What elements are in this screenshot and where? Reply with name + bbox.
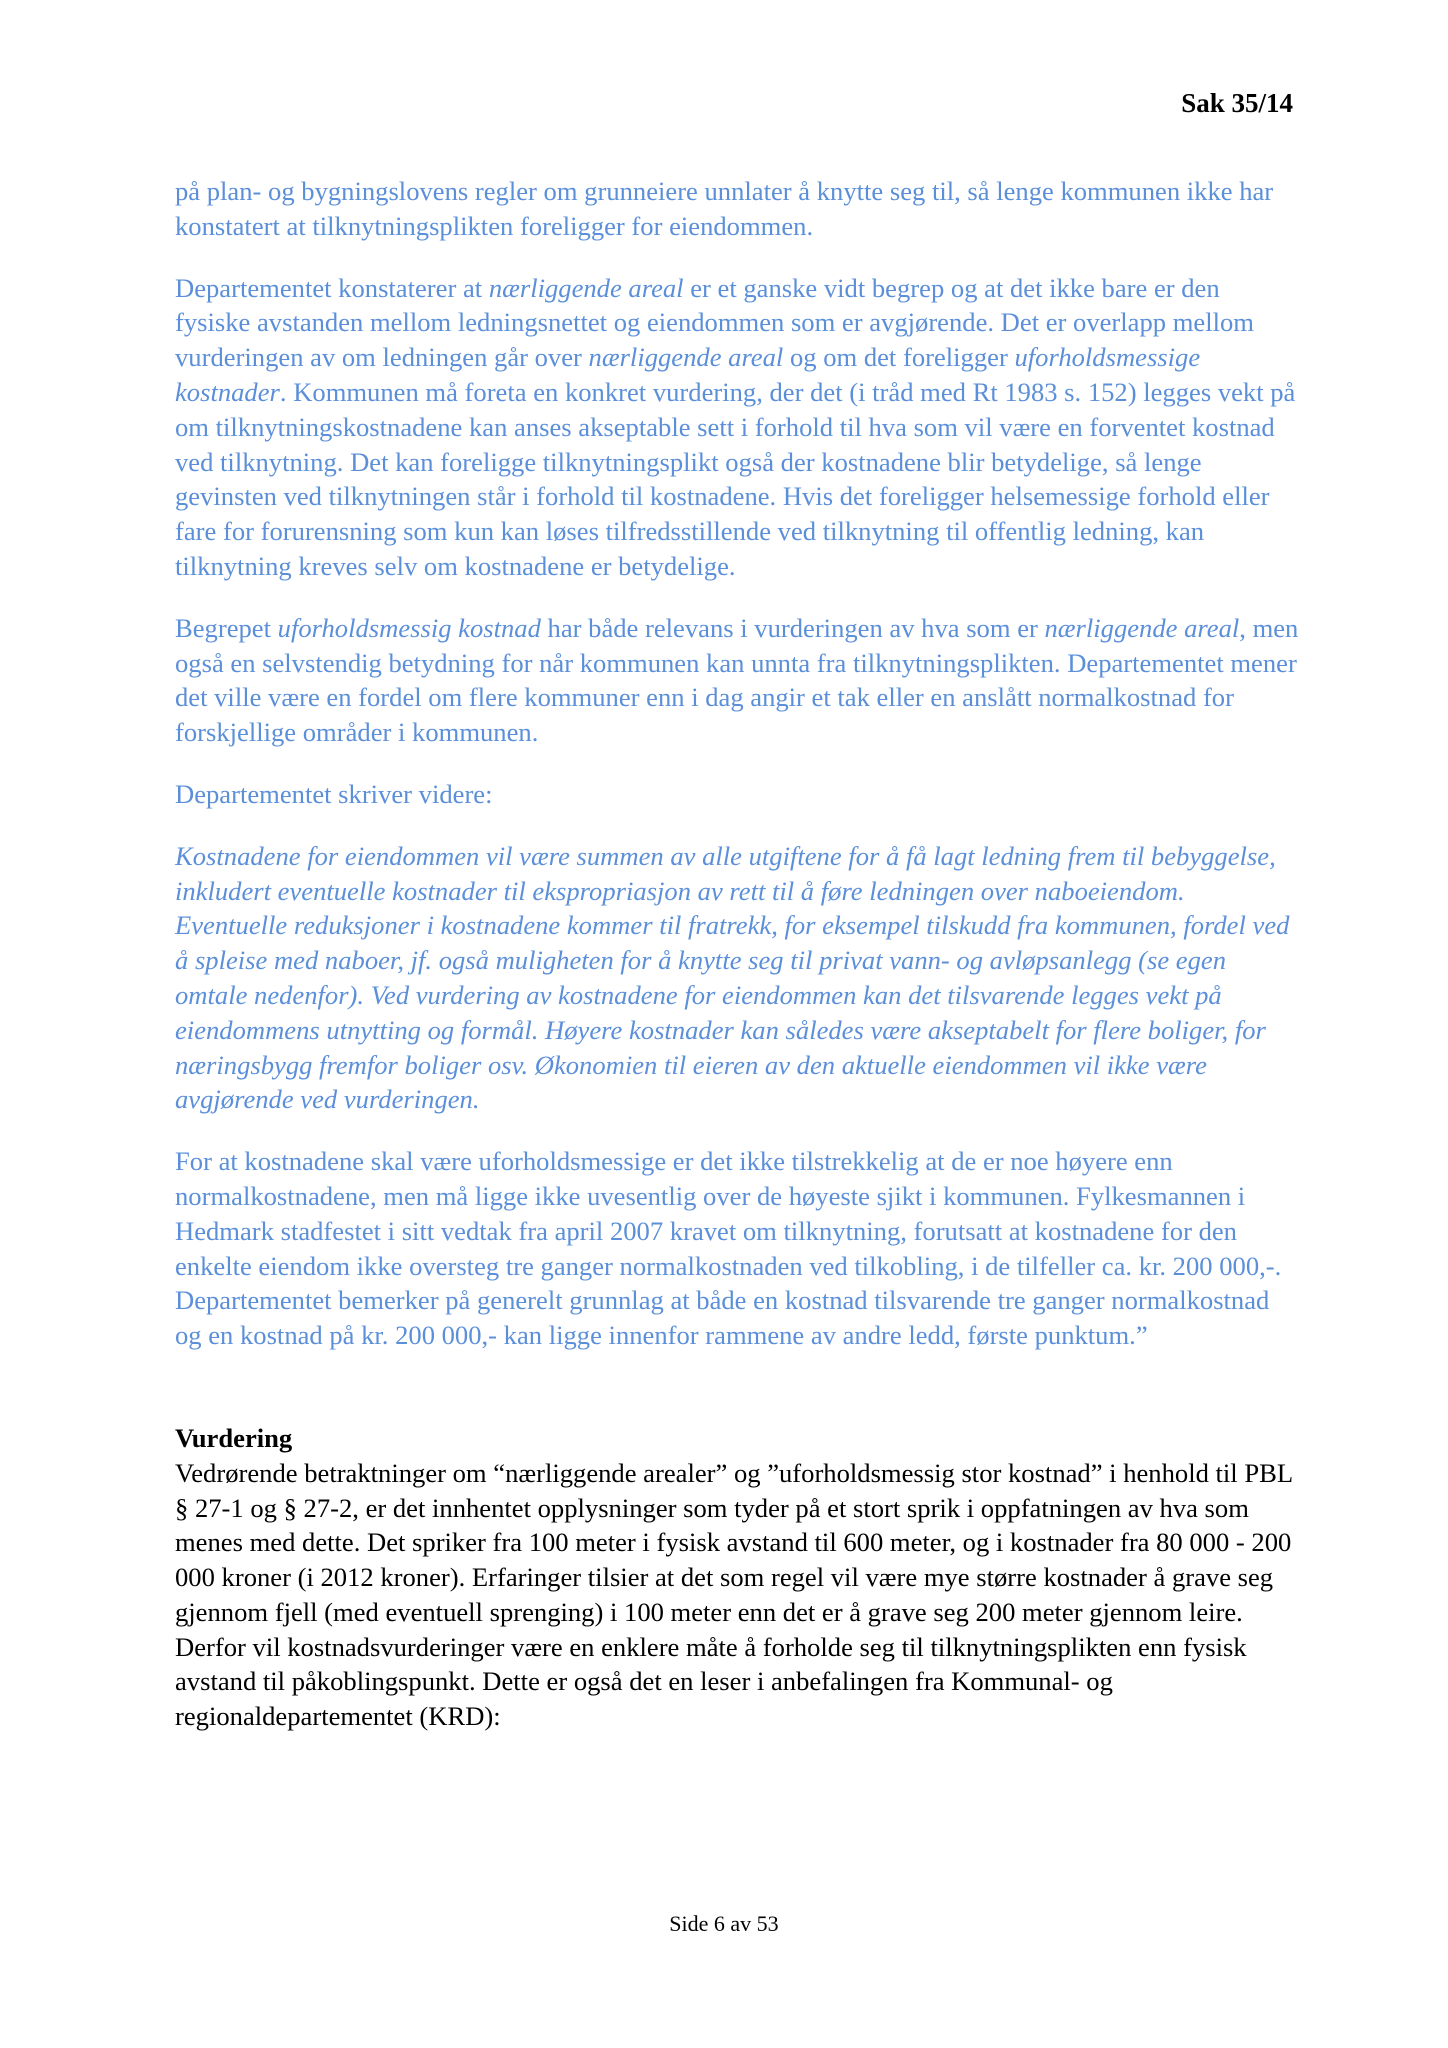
emphasis-term: nærliggende areal — [488, 272, 684, 303]
text-run: , men også en selvstendig betydning for når kommunen kan unnta fra tilknytningsplikten. Departementet mener det ville være en fordel om flere kommuner enn i dag angir et tak eller en anslått normalkostnad for forskjellige områder i kommunen. — [175, 612, 1299, 748]
text-run: Departementet konstaterer at — [175, 272, 489, 303]
emphasis-term: uforholdsmessige kostnader — [175, 342, 1201, 407]
emphasis-term: nærliggende areal — [1044, 612, 1240, 643]
case-number: Sak 35/14 — [1181, 88, 1293, 118]
text-run: . Kommunen må foreta en konkret vurdering, der det (i tråd med Rt 1983 s. 152) legges vekt på om tilknytningskostnadene kan anses akseptable sett i forhold til hva som vil være en forventet kostnad ved tilknytning. Det kan foreligge tilknytningsplikt også der kostnadene blir betydelige, så lenge gevinsten ved tilknytningen står i forhold til kostnadene. Hvis det foreligger helsemessige forhold eller fare for forurensning som kun kan løses tilfredsstillende ved tilknytning til offentlig ledning, kan tilknytning kreves selv om kostnadene er betydelige. — [175, 376, 1296, 581]
paragraph-department-assessment — [175, 271, 1300, 584]
block-quote: Kostnadene for eiendommen vil være summen av alle utgiftene for å få lagt ledning frem til bebyggelse, inkludert eventuelle kostnader til ekspropriasjon av rett til å føre ledningen over naboeiendom. Eventuelle reduksjoner i kostnadene kommer til fratrekk, for eksempel tilskudd fra kommunen, fordel ved å spleise med naboer, jf. også muligheten for å knytte seg til privat vann- og avløpsanlegg (se egen omtale nedenfor). Ved vurdering av kostnadene for eiendommen kan det tilsvarende legges vekt på eiendommens utnytting og formål. Høyere kostnader kan således være akseptabelt for flere boliger, for næringsbygg fremfor boliger osv. Økonomien til eieren av den aktuelle eiendommen vil ikke være avgjørende ved vurderingen. — [175, 840, 1290, 1115]
text-run: Begrepet — [175, 612, 278, 643]
emphasis-term: nærliggende areal — [588, 342, 784, 373]
paragraph-intro-quote: Departementet skriver videre: — [175, 778, 493, 809]
text-run: og om det foreligger — [783, 342, 1015, 373]
emphasis-term: uforholdsmessig kostnad — [277, 612, 541, 643]
paragraph-cost-concept — [175, 611, 1300, 750]
paragraph-disproportionate-costs: For at kostnadene skal være uforholdsmessige er det ikke tilstrekkelig at de er noe høyere enn normalkostnadene, men må ligge ikke uvesentlig over de høyeste sjikt i kommunen. Fylkesmannen i Hedmark stadfestet i sitt vedtak fra april 2007 kravet om tilknytning, forutsatt at kostnadene for den enkelte eiendom ikke oversteg tre ganger normalkostnaden ved tilkobling, i de tilfeller ca. kr. 200 000,-. Departementet bemerker på generelt grunnlag at både en kostnad tilsvarende tre ganger normalkostnad og en kostnad på kr. 200 000,- kan ligge innenfor rammene av andre ledd, første punktum.” — [175, 1146, 1282, 1351]
paragraph-assessment: Vedrørende betraktninger om “nærliggende arealer” og ”uforholdsmessig stor kostnad” i henhold til PBL § 27-1 og § 27-2, er det innhentet opplysninger som tyder på et stort sprik i oppfatningen av hva som menes med dette. Det spriker fra 100 meter i fysisk avstand til 600 meter, og i kostnader fra 80 000 - 200 000 kroner (i 2012 kroner). Erfaringer tilsier at det som regel vil være mye større kostnader å grave seg gjennom fjell (med eventuell sprenging) i 100 meter enn det er å grave seg 200 meter gjennom leire. Derfor vil kostnadsvurderinger være en enklere måte å forholde seg til tilknytningsplikten enn fysisk avstand til påkoblingspunkt. Dette er også det en leser i anbefalingen fra Kommunal- og regionaldepartementet (KRD): — [175, 1457, 1293, 1732]
text-run: er et ganske vidt begrep og at det ikke bare er den fysiske avstanden mellom ledningsnettet og eiendommen som er avgjørende. Det er overlapp mellom vurderingen av om ledningen går over — [175, 272, 1254, 373]
text-run: har både relevans i vurderingen av hva som er — [540, 612, 1045, 643]
section-heading: Vurdering — [175, 1422, 293, 1453]
page-number: Side 6 av 53 — [669, 1911, 779, 1936]
page-body — [175, 174, 1300, 1734]
paragraph-continuation: på plan- og bygningslovens regler om grunneiere unnlater å knytte seg til, så lenge kommunen ikke har konstatert at tilknytningsplikten foreligger for eiendommen. — [175, 176, 1274, 241]
